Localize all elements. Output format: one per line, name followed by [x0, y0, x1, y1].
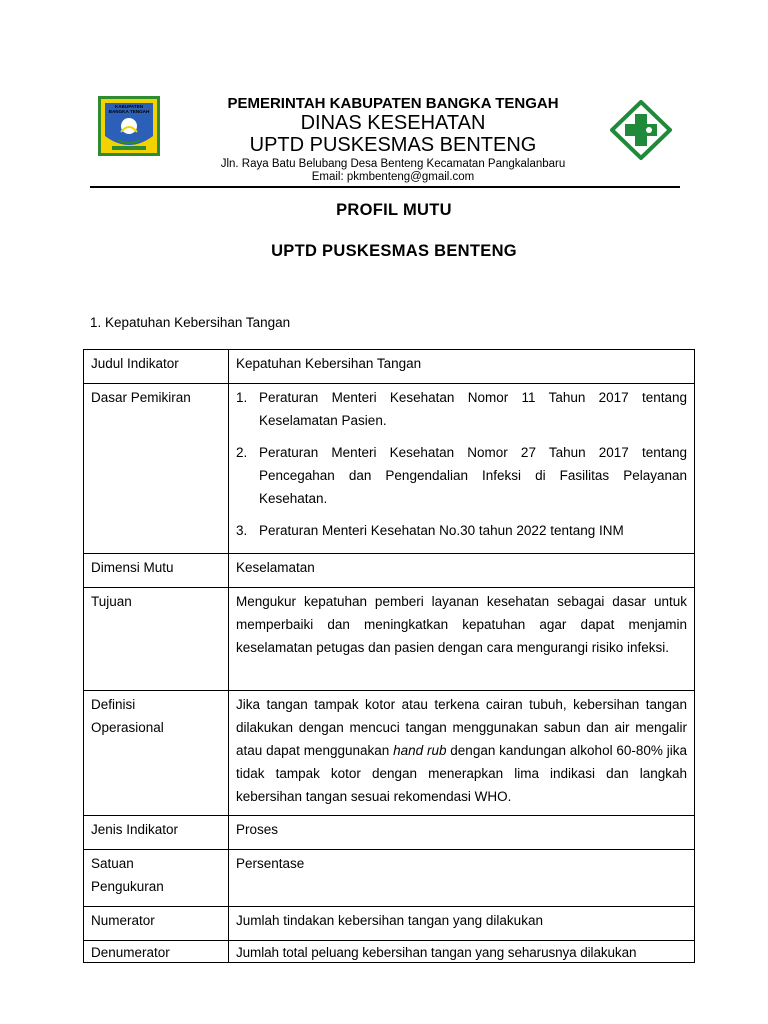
row-value: Keselamatan: [229, 554, 695, 588]
table-row: [84, 588, 695, 691]
list-text: Peraturan Menteri Kesehatan Nomor 11 Tahun 2017 tentang Keselamatan Pasien.: [259, 390, 687, 428]
row-value: Jumlah tindakan kebersihan tangan yang dilakukan: [229, 907, 695, 941]
label-line: Pengukuran: [91, 879, 164, 894]
definition-text: Jika tangan tampak kotor atau terkena cairan tubuh, kebersihan tangan dilakukan dengan mencuci tangan menggunakan sabun dan air mengalir atau dapat menggunakan: [236, 697, 687, 758]
list-text: Peraturan Menteri Kesehatan No.30 tahun 2022 tentang INM: [259, 523, 624, 538]
department-name: DINAS KESEHATAN: [300, 112, 486, 134]
label-line: Definisi: [91, 697, 136, 712]
section-heading: 1. Kepatuhan Kebersihan Tangan: [90, 315, 291, 330]
table-row: [84, 907, 695, 941]
regulation-list: [236, 386, 687, 542]
institution-name: UPTD PUSKESMAS BENTENG: [249, 134, 537, 156]
svg-text:KABUPATEN: KABUPATEN: [114, 104, 144, 109]
header-divider: [90, 186, 680, 188]
list-item: [236, 441, 687, 510]
label-line: Satuan: [91, 856, 134, 871]
row-label: Tujuan: [84, 588, 229, 691]
row-label: [84, 691, 229, 816]
row-value: Jumlah total peluang kebersihan tangan yang seharusnya dilakukan: [229, 941, 695, 963]
regency-crest-icon: [98, 96, 160, 156]
table-row: [84, 554, 695, 588]
table-row: [84, 941, 695, 963]
row-value: [229, 691, 695, 816]
table-row: [84, 816, 695, 850]
address: Jln. Raya Batu Belubang Desa Benteng Kecamatan Pangkalanbaru: [220, 158, 566, 170]
definition-text: dengan kandungan alkohol 60-80% jika tidak tampak kotor dengan menerapkan lima indikasi dan langkah kebersihan tangan sesuai rekomendasi WHO.: [236, 743, 688, 804]
row-label: Dimensi Mutu: [84, 554, 229, 588]
row-label: Dasar Pemikiran: [84, 384, 229, 554]
svg-text:BANGKA TENGAH: BANGKA TENGAH: [108, 109, 150, 114]
table-row: [84, 850, 695, 907]
table-row: [84, 691, 695, 816]
table-row: [84, 350, 695, 384]
list-text: Peraturan Menteri Kesehatan Nomor 27 Tahun 2017 tentang Pencegahan dan Pengendalian Infeksi di Fasilitas Pelayanan Kesehatan.: [259, 445, 687, 506]
document-title: PROFIL MUTU: [336, 201, 452, 219]
row-label: Denumerator: [84, 941, 229, 963]
indicator-profile-table: [83, 349, 695, 963]
row-value: Mengukur kepatuhan pemberi layanan kesehatan sebagai dasar untuk memperbaiki dan meningkatkan kepatuhan agar dapat menjamin keselamatan petugas dan pasien dengan cara mengurangi risiko infeksi.: [229, 588, 695, 691]
label-line: Operasional: [91, 720, 164, 735]
email: Email: pkmbenteng@gmail.com: [311, 171, 475, 183]
list-number: 3.: [236, 523, 248, 538]
list-item: [236, 519, 687, 542]
document-subtitle: UPTD PUSKESMAS BENTENG: [271, 242, 517, 260]
row-value: [229, 384, 695, 554]
definition-italic-term: hand rub: [393, 743, 447, 758]
row-value: Persentase: [229, 850, 695, 907]
list-item: [236, 386, 687, 432]
table-row: [84, 384, 695, 554]
row-label: Numerator: [84, 907, 229, 941]
list-number: 2.: [236, 445, 248, 460]
row-label: [84, 850, 229, 907]
row-label: Jenis Indikator: [84, 816, 229, 850]
row-value: Proses: [229, 816, 695, 850]
row-label: Judul Indikator: [84, 350, 229, 384]
puskesmas-cross-icon: [610, 100, 672, 160]
row-value: Kepatuhan Kebersihan Tangan: [229, 350, 695, 384]
government-name: PEMERINTAH KABUPATEN BANGKA TENGAH: [227, 95, 559, 112]
list-number: 1.: [236, 390, 248, 405]
